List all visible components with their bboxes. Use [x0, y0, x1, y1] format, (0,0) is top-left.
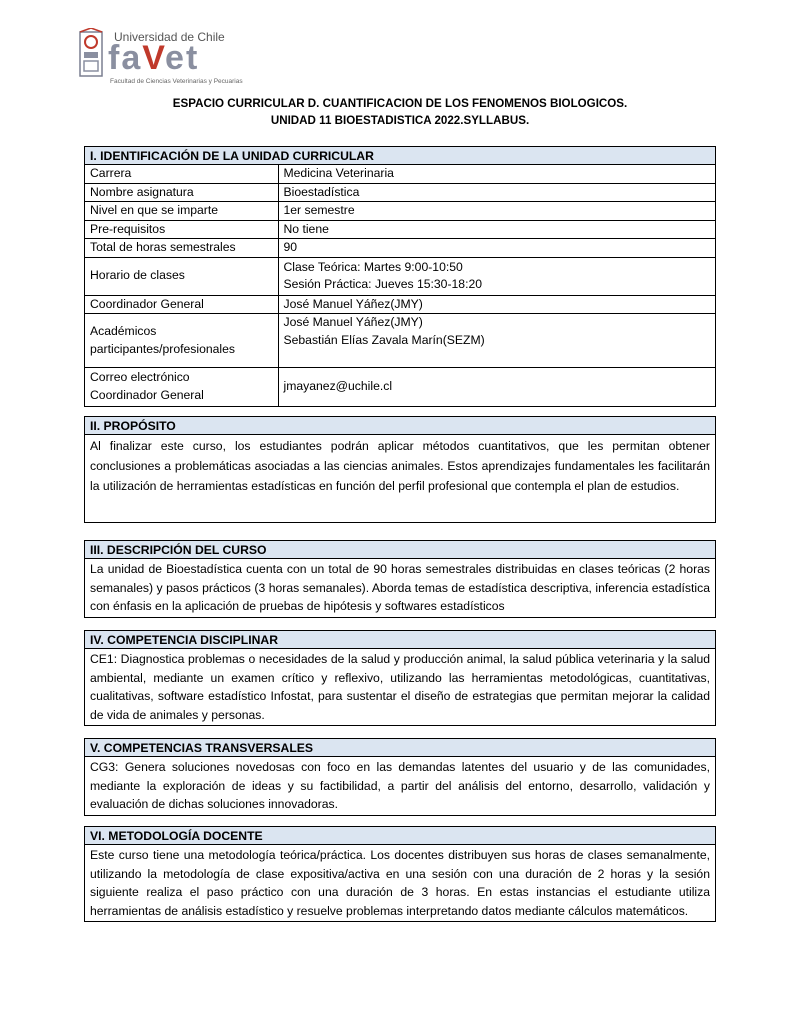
- row-value-line: Clase Teórica: Martes 9:00-10:50: [283, 259, 463, 274]
- section-heading: VI. METODOLOGÍA DOCENTE: [85, 827, 715, 845]
- section-text: CE1: Diagnostica problemas o necesidades de la salud y producción animal, la salud pública veterinaria y la salud ambiental, mediante un examen crítico y reflexivo, utilizando las herramientas metodológicas, cuantitativas, cualitativas, software estadístico Infostat, para sustentar el diseño de estrategias que permitan mejorar la calidad de vida de animales y personas.: [90, 652, 710, 722]
- row-value: No tiene: [278, 220, 715, 239]
- table-row: [85, 257, 715, 295]
- row-label: Total de horas semestrales: [85, 239, 278, 258]
- row-label-line: participantes/profesionales: [90, 341, 235, 356]
- row-label-line: Correo electrónico: [90, 370, 190, 385]
- row-value-line: Sesión Práctica: Jueves 15:30-18:20: [283, 277, 483, 291]
- row-value: José Manuel Yáñez(JMY): [278, 295, 715, 314]
- row-value: [278, 314, 715, 368]
- table-row: [85, 220, 715, 239]
- university-name: Universidad de Chile: [114, 30, 225, 44]
- table-row: [85, 202, 715, 221]
- section-heading: II. PROPÓSITO: [85, 417, 715, 435]
- document-title: [80, 95, 720, 129]
- title-line-2: UNIDAD 11 BIOESTADISTICA 2022.SYLLABUS.: [270, 114, 530, 127]
- university-logo: [78, 28, 243, 88]
- row-label: Coordinador General: [85, 295, 278, 314]
- title-line-1: ESPACIO CURRICULAR D. CUANTIFICACION DE LOS FENOMENOS BIOLOGICOS.: [172, 97, 628, 110]
- row-label: Pre-requisitos: [85, 220, 278, 239]
- row-value: Bioestadística: [278, 183, 715, 202]
- row-label: [85, 368, 278, 406]
- row-value-line: Sebastián Elías Zavala Marín(SEZM): [283, 332, 485, 347]
- row-label-line: Coordinador General: [90, 387, 204, 402]
- section-text: Al finalizar este curso, los estudiantes podrán aplicar métodos cuantitativos, que les permitan obtener conclusiones a problemáticas asociadas a las ciencias animales. Estos aprendizajes fundamentales les facilitarán la utilización de herramientas estadísticas en función del perfil profesional que contempla el plan de estudios.: [90, 439, 710, 493]
- row-value: [278, 257, 715, 295]
- brand-prefix: fa: [108, 39, 143, 77]
- faculty-name: Facultad de Ciencias Veterinarias y Pecuarias: [110, 78, 243, 85]
- table-row: [85, 239, 715, 258]
- row-label-line: Académicos: [90, 324, 157, 338]
- section-competencia: [84, 630, 716, 726]
- row-value: 1er semestre: [278, 202, 715, 221]
- table-row: [85, 183, 715, 202]
- row-value: 90: [278, 239, 715, 258]
- brand-suffix: et: [165, 39, 200, 77]
- table-row: [85, 165, 715, 183]
- row-label: Nombre asignatura: [85, 183, 278, 202]
- brand-v: V: [142, 39, 166, 77]
- row-value-line: José Manuel Yáñez(JMY): [283, 315, 423, 329]
- row-label: Carrera: [85, 165, 278, 183]
- row-label: [85, 314, 278, 368]
- section-heading: I. IDENTIFICACIÓN DE LA UNIDAD CURRICULAR: [85, 147, 715, 165]
- faculty-brand: [108, 38, 199, 78]
- row-label: Nivel en que se imparte: [85, 202, 278, 221]
- row-label: Horario de clases: [85, 257, 278, 295]
- row-value: Medicina Veterinaria: [283, 166, 394, 180]
- section-identificacion: [84, 146, 716, 407]
- row-value: jmayanez@uchile.cl: [278, 368, 715, 406]
- section-heading: V. COMPETENCIAS TRANSVERSALES: [85, 739, 715, 757]
- section-metodologia: [84, 826, 716, 922]
- university-emblem-icon: [78, 28, 106, 80]
- table-row: [85, 295, 715, 314]
- section-heading: III. DESCRIPCIÓN DEL CURSO: [85, 541, 715, 559]
- section-descripcion: [84, 540, 716, 618]
- table-row: [85, 368, 715, 406]
- table-row: [85, 314, 715, 368]
- section-transversales: [84, 738, 716, 816]
- section-text: La unidad de Bioestadística cuenta con un total de 90 horas semestrales distribuidas en clases teóricas (2 horas semanales) y pasos prácticos (3 horas semanales). Aborda temas de estadística descriptiva, inferencia estadística con énfasis en la aplicación de pruebas de hipótesis y softwares estadísticos: [90, 562, 710, 613]
- section-proposito: [84, 416, 716, 523]
- section-heading: IV. COMPETENCIA DISCIPLINAR: [85, 631, 715, 649]
- section-text: Este curso tiene una metodología teórica/práctica. Los docentes distribuyen sus horas de clases semanalmente, utilizando la metodología de clase expositiva/activa en una sesión con una duración de 2 horas y la sesión siguiente realiza el paso práctico con una duración de 3 horas. En estas instancias el estudiante utiliza herramientas de análisis estadístico y resuelve problemas interpretando datos mediante cálculos matemáticos.: [90, 848, 710, 918]
- section-text: CG3: Genera soluciones novedosas con foco en las demandas latentes del usuario y de las comunidades, mediante la exploración de ideas y su factibilidad, a partir del análisis del entorno, desarrollo, validación y evaluación de dichas soluciones innovadoras.: [90, 760, 710, 811]
- identification-table: [85, 165, 715, 406]
